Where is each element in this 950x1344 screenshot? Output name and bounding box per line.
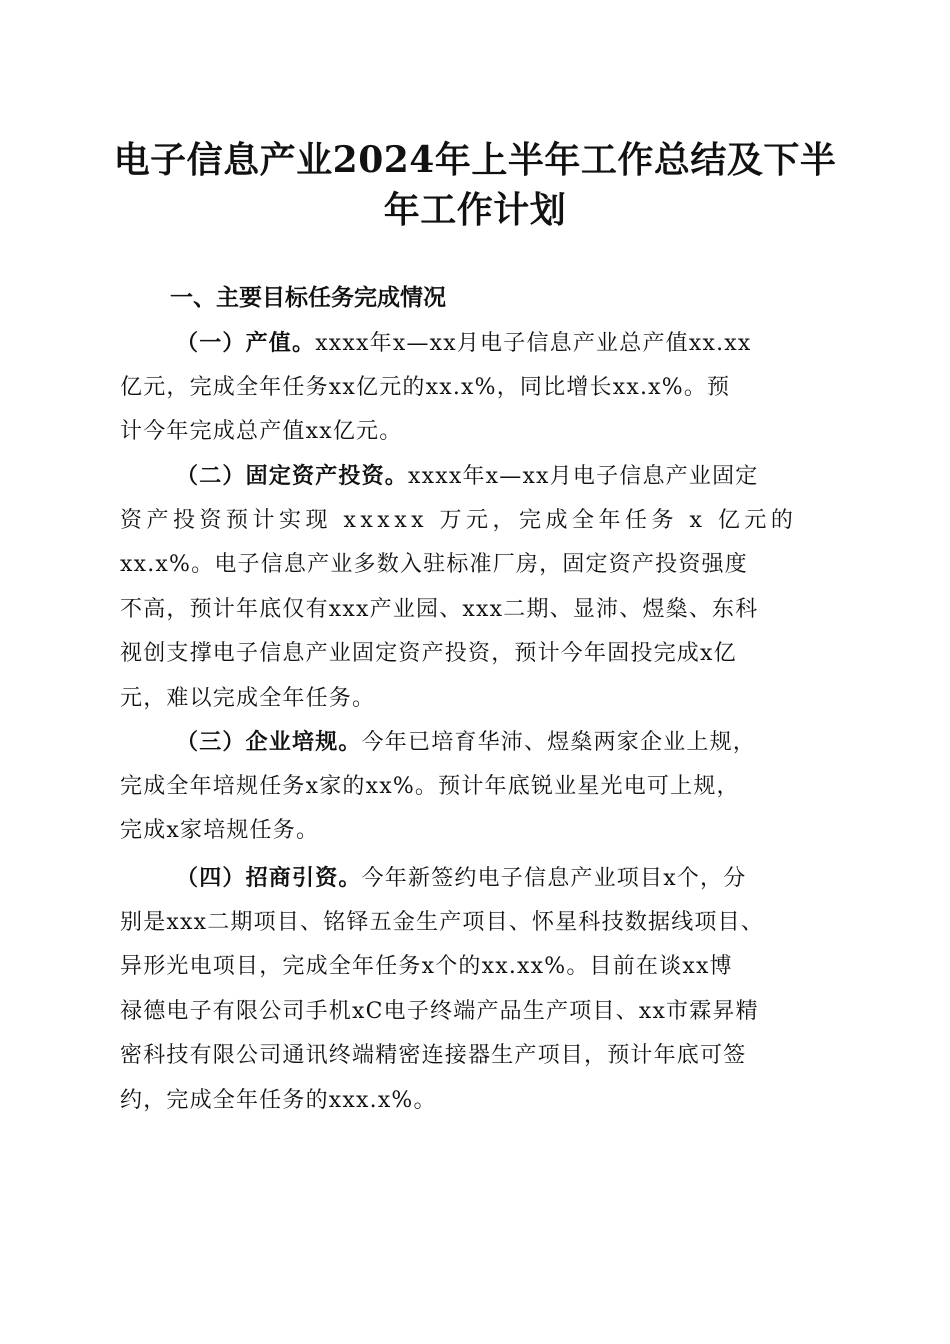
paragraph-line: 别是xxx二期项目、铭铎五金生产项目、怀星科技数据线项目、: [120, 909, 765, 935]
paragraph-lead: （三）企业培规。: [176, 729, 362, 755]
paragraph-line: 视创支撑电子信息产业固定资产投资，预计今年固投完成x亿: [120, 641, 737, 666]
paragraph-line: 资产投资预计实现 xxxxx 万元，完成全年任务 x 亿元的: [120, 507, 798, 533]
paragraph-investment-attraction: [120, 856, 840, 1123]
title-line-2: 年工作计划: [383, 189, 567, 231]
paragraph-lead: （二）固定资产投资。: [176, 463, 409, 489]
paragraph-line: [120, 321, 840, 366]
paragraph-line: [120, 720, 840, 765]
paragraph-line: [120, 856, 840, 901]
paragraph-output-value: [120, 321, 840, 455]
paragraph-line: 异形光电项目，完成全年任务x个的xx.xx%。目前在谈xx博: [120, 954, 733, 979]
paragraph-line: 亿元，完成全年任务xx亿元的xx.x%，同比增长xx.x%。预: [120, 374, 731, 400]
section-heading: 一、主要目标任务完成情况: [170, 285, 446, 311]
paragraph-text: xxxx年x—xx月电子信息产业总产值xx.xx: [315, 331, 752, 356]
paragraph-text: 今年新签约电子信息产业项目x个，分: [361, 866, 747, 891]
paragraph-line: 计今年完成总产值xx亿元。: [120, 419, 403, 444]
paragraph-line: [120, 454, 840, 499]
paragraph-lead: （四）招商引资。: [176, 865, 362, 891]
paragraph-line: 密科技有限公司通讯终端精密连接器生产项目，预计年底可签: [120, 1043, 747, 1068]
paragraph-line: 禄德电子有限公司手机xC电子终端产品生产项目、xx市霖昇精: [120, 998, 759, 1024]
paragraph-lead: （一）产值。: [176, 330, 316, 356]
paragraph-enterprise-cultivation: [120, 720, 840, 854]
paragraph-line: 元，难以完成全年任务。: [120, 685, 376, 711]
paragraph-text: 今年已培育华沛、煜燊两家企业上规，: [361, 730, 757, 755]
paragraph-line: 不高，预计年底仅有xxx产业园、xxx二期、显沛、煜燊、东科: [120, 596, 759, 622]
paragraph-line: 约，完成全年任务的xxx.x%。: [120, 1087, 437, 1113]
document-title: [110, 135, 840, 235]
title-line-1: 电子信息产业2024年上半年工作总结及下半: [113, 139, 837, 181]
paragraph-fixed-asset-investment: [120, 454, 840, 721]
paragraph-line: 完成x家培规任务。: [120, 818, 320, 843]
paragraph-line: xx.x%。电子信息产业多数入驻标准厂房，固定资产投资强度: [120, 552, 748, 577]
paragraph-line: 完成全年培规任务x家的xx%。预计年底锐业星光电可上规，: [120, 773, 740, 799]
paragraph-text: xxxx年x—xx月电子信息产业固定: [408, 464, 759, 489]
